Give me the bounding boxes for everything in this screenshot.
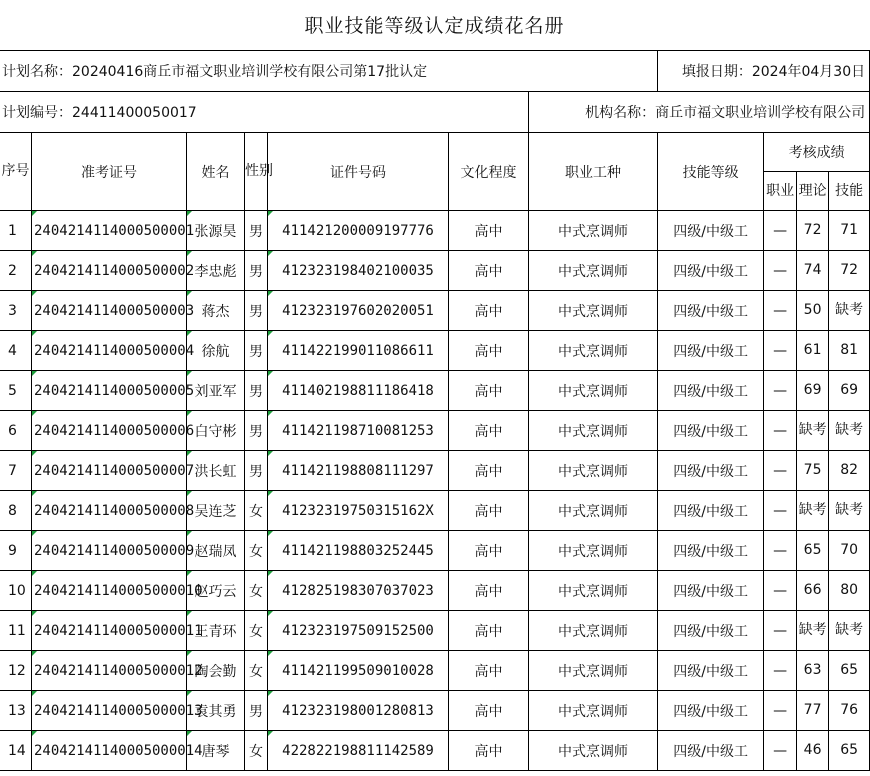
cell-id-no: 411421198710081253 <box>268 411 449 451</box>
cell-name: 蒋杰 <box>187 291 245 331</box>
table-row <box>0 611 870 651</box>
cell-skill: 71 <box>829 211 870 251</box>
cell-job: 中式烹调师 <box>529 451 658 491</box>
plan-number: 计划编号：24411400050017 <box>0 92 529 133</box>
cell-id-no: 412323197602020051 <box>268 291 449 331</box>
cell-seq: 11 <box>0 611 32 651</box>
cell-occupation: — <box>764 531 797 571</box>
cell-job: 中式烹调师 <box>529 691 658 731</box>
cell-exam-no: 2404214114000500006 <box>32 411 187 451</box>
cell-theory: 缺考 <box>797 411 829 451</box>
cell-seq: 2 <box>0 251 32 291</box>
cell-education: 高中 <box>449 211 529 251</box>
cell-name: 洪长虹 <box>187 451 245 491</box>
cell-job: 中式烹调师 <box>529 651 658 691</box>
cell-job: 中式烹调师 <box>529 331 658 371</box>
table-row <box>0 411 870 451</box>
header-level: 技能等级 <box>658 133 764 211</box>
table-row <box>0 291 870 331</box>
table-row <box>0 451 870 491</box>
cell-id-no: 411421198803252445 <box>268 531 449 571</box>
cell-skill: 69 <box>829 371 870 411</box>
cell-theory: 63 <box>797 651 829 691</box>
cell-job: 中式烹调师 <box>529 371 658 411</box>
cell-skill: 72 <box>829 251 870 291</box>
cell-name: 白守彬 <box>187 411 245 451</box>
cell-skill: 缺考 <box>829 611 870 651</box>
cell-gender: 男 <box>245 251 268 291</box>
cell-id-no: 412323198402100035 <box>268 251 449 291</box>
cell-theory: 75 <box>797 451 829 491</box>
header-name: 姓名 <box>187 133 245 211</box>
header-occupation-score: 职业 <box>764 172 797 211</box>
cell-theory: 77 <box>797 691 829 731</box>
cell-education: 高中 <box>449 291 529 331</box>
cell-gender: 男 <box>245 691 268 731</box>
cell-occupation: — <box>764 491 797 531</box>
cell-id-no: 411422199011086611 <box>268 331 449 371</box>
cell-exam-no: 24042141140005000011 <box>32 611 187 651</box>
cell-education: 高中 <box>449 371 529 411</box>
table-row <box>0 571 870 611</box>
cell-theory: 46 <box>797 731 829 771</box>
cell-skill: 80 <box>829 571 870 611</box>
cell-education: 高中 <box>449 451 529 491</box>
cell-skill: 70 <box>829 531 870 571</box>
cell-seq: 1 <box>0 211 32 251</box>
cell-exam-no: 24042141140005000014 <box>32 731 187 771</box>
organization-name: 机构名称：商丘市福文职业培训学校有限公司 <box>529 92 870 133</box>
cell-job: 中式烹调师 <box>529 291 658 331</box>
cell-level: 四级/中级工 <box>658 651 764 691</box>
cell-level: 四级/中级工 <box>658 291 764 331</box>
cell-education: 高中 <box>449 531 529 571</box>
cell-job: 中式烹调师 <box>529 531 658 571</box>
cell-gender: 男 <box>245 211 268 251</box>
cell-job: 中式烹调师 <box>529 251 658 291</box>
cell-gender: 男 <box>245 451 268 491</box>
cell-exam-no: 2404214114000500005 <box>32 371 187 411</box>
cell-gender: 女 <box>245 531 268 571</box>
cell-name: 徐航 <box>187 331 245 371</box>
score-roster-table <box>0 50 870 771</box>
cell-occupation: — <box>764 211 797 251</box>
cell-exam-no: 2404214114000500003 <box>32 291 187 331</box>
cell-job: 中式烹调师 <box>529 571 658 611</box>
cell-level: 四级/中级工 <box>658 611 764 651</box>
cell-id-no: 411402198811186418 <box>268 371 449 411</box>
cell-job: 中式烹调师 <box>529 211 658 251</box>
cell-education: 高中 <box>449 331 529 371</box>
cell-id-no: 411421199509010028 <box>268 651 449 691</box>
cell-theory: 缺考 <box>797 611 829 651</box>
cell-occupation: — <box>764 611 797 651</box>
cell-job: 中式烹调师 <box>529 491 658 531</box>
cell-exam-no: 24042141140005000010 <box>32 571 187 611</box>
cell-theory: 65 <box>797 531 829 571</box>
table-row <box>0 491 870 531</box>
cell-education: 高中 <box>449 411 529 451</box>
header-theory-score: 理论 <box>797 172 829 211</box>
cell-occupation: — <box>764 451 797 491</box>
cell-occupation: — <box>764 331 797 371</box>
cell-occupation: — <box>764 371 797 411</box>
cell-level: 四级/中级工 <box>658 331 764 371</box>
cell-skill: 76 <box>829 691 870 731</box>
header-exam-no: 准考证号 <box>32 133 187 211</box>
cell-exam-no: 2404214114000500008 <box>32 491 187 531</box>
cell-education: 高中 <box>449 571 529 611</box>
cell-name: 赵瑞凤 <box>187 531 245 571</box>
cell-exam-no: 24042141140005000012 <box>32 651 187 691</box>
cell-occupation: — <box>764 291 797 331</box>
cell-exam-no: 2404214114000500009 <box>32 531 187 571</box>
table-row <box>0 531 870 571</box>
cell-name: 李忠彪 <box>187 251 245 291</box>
cell-occupation: — <box>764 571 797 611</box>
header-education: 文化程度 <box>449 133 529 211</box>
cell-occupation: — <box>764 251 797 291</box>
cell-level: 四级/中级工 <box>658 451 764 491</box>
cell-job: 中式烹调师 <box>529 411 658 451</box>
cell-skill: 82 <box>829 451 870 491</box>
cell-gender: 女 <box>245 731 268 771</box>
header-job: 职业工种 <box>529 133 658 211</box>
cell-seq: 4 <box>0 331 32 371</box>
page-title: 职业技能等级认定成绩花名册 <box>304 15 565 37</box>
cell-theory: 61 <box>797 331 829 371</box>
cell-exam-no: 2404214114000500001 <box>32 211 187 251</box>
cell-seq: 13 <box>0 691 32 731</box>
cell-theory: 72 <box>797 211 829 251</box>
cell-seq: 10 <box>0 571 32 611</box>
cell-seq: 6 <box>0 411 32 451</box>
cell-job: 中式烹调师 <box>529 611 658 651</box>
cell-level: 四级/中级工 <box>658 371 764 411</box>
header-gender: 性别 <box>245 133 268 211</box>
cell-level: 四级/中级工 <box>658 251 764 291</box>
cell-skill: 缺考 <box>829 291 870 331</box>
header-seq: 序号 <box>0 133 32 211</box>
table-row <box>0 371 870 411</box>
cell-gender: 女 <box>245 611 268 651</box>
cell-theory: 66 <box>797 571 829 611</box>
cell-seq: 8 <box>0 491 32 531</box>
fill-date: 填报日期：2024年04月30日 <box>658 51 870 92</box>
cell-level: 四级/中级工 <box>658 571 764 611</box>
cell-seq: 7 <box>0 451 32 491</box>
cell-gender: 男 <box>245 291 268 331</box>
cell-gender: 男 <box>245 411 268 451</box>
table-row <box>0 331 870 371</box>
cell-name: 吴连芝 <box>187 491 245 531</box>
cell-theory: 缺考 <box>797 491 829 531</box>
cell-id-no: 412825198307037023 <box>268 571 449 611</box>
cell-occupation: — <box>764 411 797 451</box>
header-scores: 考核成绩 <box>764 133 870 172</box>
cell-skill: 81 <box>829 331 870 371</box>
table-row <box>0 651 870 691</box>
cell-id-no: 41232319750315162X <box>268 491 449 531</box>
cell-education: 高中 <box>449 491 529 531</box>
cell-skill: 缺考 <box>829 411 870 451</box>
cell-gender: 男 <box>245 331 268 371</box>
cell-gender: 女 <box>245 571 268 611</box>
cell-level: 四级/中级工 <box>658 491 764 531</box>
cell-job: 中式烹调师 <box>529 731 658 771</box>
cell-theory: 69 <box>797 371 829 411</box>
header-skill-score: 技能 <box>829 172 870 211</box>
cell-level: 四级/中级工 <box>658 411 764 451</box>
cell-id-no: 411421198808111297 <box>268 451 449 491</box>
cell-education: 高中 <box>449 611 529 651</box>
cell-name: 王青环 <box>187 611 245 651</box>
table-row <box>0 251 870 291</box>
cell-exam-no: 2404214114000500004 <box>32 331 187 371</box>
cell-exam-no: 2404214114000500002 <box>32 251 187 291</box>
cell-name: 唐琴 <box>187 731 245 771</box>
cell-id-no: 411421200009197776 <box>268 211 449 251</box>
cell-exam-no: 24042141140005000013 <box>32 691 187 731</box>
cell-name: 赵巧云 <box>187 571 245 611</box>
cell-level: 四级/中级工 <box>658 691 764 731</box>
cell-skill: 缺考 <box>829 491 870 531</box>
cell-gender: 女 <box>245 491 268 531</box>
cell-name: 袁其勇 <box>187 691 245 731</box>
cell-gender: 男 <box>245 371 268 411</box>
cell-level: 四级/中级工 <box>658 531 764 571</box>
cell-seq: 12 <box>0 651 32 691</box>
cell-skill: 65 <box>829 731 870 771</box>
cell-id-no: 412323197509152500 <box>268 611 449 651</box>
table-row <box>0 731 870 771</box>
plan-name: 计划名称：20240416商丘市福文职业培训学校有限公司第17批认定 <box>0 51 658 92</box>
cell-name: 陶会勤 <box>187 651 245 691</box>
cell-seq: 3 <box>0 291 32 331</box>
table-row <box>0 691 870 731</box>
cell-level: 四级/中级工 <box>658 211 764 251</box>
cell-theory: 74 <box>797 251 829 291</box>
header-id-no: 证件号码 <box>268 133 449 211</box>
cell-id-no: 412323198001280813 <box>268 691 449 731</box>
cell-skill: 65 <box>829 651 870 691</box>
cell-id-no: 422822198811142589 <box>268 731 449 771</box>
cell-occupation: — <box>764 651 797 691</box>
cell-theory: 50 <box>797 291 829 331</box>
cell-education: 高中 <box>449 251 529 291</box>
cell-name: 张源昊 <box>187 211 245 251</box>
table-row <box>0 211 870 251</box>
cell-education: 高中 <box>449 651 529 691</box>
cell-seq: 5 <box>0 371 32 411</box>
cell-level: 四级/中级工 <box>658 731 764 771</box>
cell-occupation: — <box>764 691 797 731</box>
cell-exam-no: 2404214114000500007 <box>32 451 187 491</box>
cell-education: 高中 <box>449 691 529 731</box>
cell-gender: 女 <box>245 651 268 691</box>
cell-name: 刘亚军 <box>187 371 245 411</box>
cell-seq: 14 <box>0 731 32 771</box>
cell-seq: 9 <box>0 531 32 571</box>
cell-occupation: — <box>764 731 797 771</box>
cell-education: 高中 <box>449 731 529 771</box>
